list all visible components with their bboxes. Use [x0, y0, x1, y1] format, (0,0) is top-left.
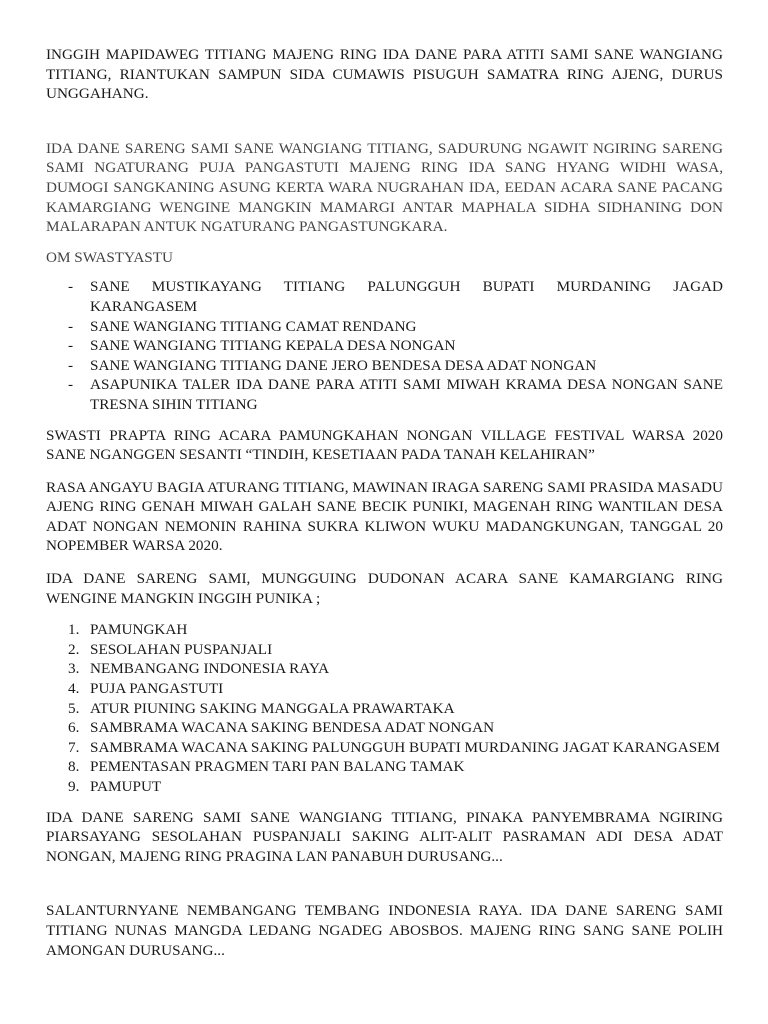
agenda-item-text: PEMENTASAN PRAGMEN TARI PAN BALANG TAMAK — [90, 758, 465, 776]
agenda-item — [46, 679, 723, 699]
list-item-text: SANE WANGIANG TITIANG KEPALA DESA NONGAN — [90, 337, 456, 355]
agenda-item-text: SESOLAHAN PUSPANJALI — [90, 640, 273, 658]
agenda-item-text: PAMUNGKAH — [90, 621, 188, 639]
agenda-item — [46, 659, 723, 679]
paragraph-gratitude: RASA ANGAYU BAGIA ATURANG TITIANG, MAWINAN IRAGA SARENG SAMI PRASIDA MASADU AJENG RING GENAH MIWAH GALAH SANE BECIK PUNIKI, MAGENAH RING WANTILAN DESA ADAT NONGAN NEMONIN RAHINA SUKRA KLIWON WUKU MADANGKUNGAN, TANGGAL 20 NOPEMBER WARSA 2020. — [46, 478, 723, 555]
dash-marker: - — [68, 337, 74, 355]
paragraph-welcome-festival: SWASTI PRAPTA RING ACARA PAMUNGKAHAN NONGAN VILLAGE FESTIVAL WARSA 2020 SANE NGANGGEN SESANTI “TINDIH, KESETIAAN PADA TANAH KELAHIRAN” — [46, 426, 723, 464]
agenda-item-text: SAMBRAMA WACANA SAKING BENDESA ADAT NONGAN — [90, 719, 495, 737]
list-item — [46, 277, 723, 316]
agenda-item-text: PAMUPUT — [90, 778, 162, 795]
agenda-number: 7. — [68, 738, 80, 756]
paragraph-opening: INGGIH MAPIDAWEG TITIANG MAJENG RING IDA DANE PARA ATITI SAMI SANE WANGIANG TITIANG, RIANTUKAN SAMPUN SIDA CUMAWIS PISUGUH SAMATRA RING AJENG, DURUS UNGGAHANG. — [46, 46, 723, 103]
agenda-item — [46, 699, 723, 719]
agenda-number: 1. — [68, 621, 80, 639]
list-item-text: SANE MUSTIKAYANG TITIANG PALUNGGUH BUPATI MURDANING JAGAD KARANGASEM — [90, 278, 723, 315]
dash-marker: - — [68, 317, 74, 335]
paragraph-puspanjali: IDA DANE SARENG SAMI SANE WANGIANG TITIANG, PINAKA PANYEMBRAMA NGIRING PIARSAYANG SESOLAHAN PUSPANJALI SAKING ALIT-ALIT PASRAMAN ADI DESA ADAT NONGAN, MAJENG RING PRAGINA LAN PANABUH DURUSANG... — [46, 808, 723, 865]
agenda-item — [46, 718, 723, 738]
agenda-item — [46, 777, 723, 797]
agenda-item — [46, 757, 723, 777]
agenda-item-text: NEMBANGANG INDONESIA RAYA — [90, 660, 330, 678]
agenda-item — [46, 620, 723, 640]
agenda-number: 9. — [68, 778, 80, 795]
agenda-number: 2. — [68, 640, 80, 658]
agenda-number: 8. — [68, 758, 80, 776]
list-item — [46, 336, 723, 356]
agenda-item-text: SAMBRAMA WACANA SAKING PALUNGGUH BUPATI MURDANING JAGAT KARANGASEM — [90, 738, 720, 756]
agenda-number: 6. — [68, 719, 80, 737]
list-item — [46, 375, 723, 414]
agenda-number: 5. — [68, 699, 80, 717]
paragraph-invitation-prayer: IDA DANE SARENG SAMI SANE WANGIANG TITIANG, SADURUNG NGAWIT NGIRING SARENG SAMI NGATURANG PUJA PANGASTUTI MAJENG RING IDA SANG HYANG WIDHI WASA, DUMOGI SANGKANING ASUNG KERTA WARA NUGRAHAN IDA, EEDAN ACARA SANE PACANG KAMARGIANG WENGINE MANGKIN MAMARGI ANTAR MAPHALA SIDHA SIDHANING DON MALARAPAN ANTUK NGATURANG PANGASTUNGKARA. — [46, 139, 723, 236]
agenda-item-text: ATUR PIUNING SAKING MANGGALA PRAWARTAKA — [90, 699, 455, 717]
agenda-item — [46, 640, 723, 660]
agenda-number: 3. — [68, 660, 80, 678]
agenda-number: 4. — [68, 680, 80, 698]
paragraph-agenda-intro: IDA DANE SARENG SAMI, MUNGGUING DUDONAN ACARA SANE KAMARGIANG RING WENGINE MANGKIN INGGIH PUNIKA ; — [46, 570, 723, 607]
dash-marker: - — [68, 356, 74, 374]
document-page — [46, 45, 723, 960]
agenda-item-text: PUJA PANGASTUTI — [90, 680, 224, 698]
agenda-item — [46, 738, 723, 758]
dash-marker: - — [68, 376, 74, 394]
paragraph-greeting-om: OM SWASTYASTU — [46, 248, 173, 266]
list-item — [46, 356, 723, 376]
greetings-list — [46, 277, 723, 414]
list-item-text: ASAPUNIKA TALER IDA DANE PARA ATITI SAMI MIWAH KRAMA DESA NONGAN SANE TRESNA SIHIN TITIANG — [90, 376, 723, 413]
agenda-list — [46, 620, 723, 796]
dash-marker: - — [68, 278, 74, 296]
paragraph-indonesia-raya: SALANTURNYANE NEMBANGANG TEMBANG INDONESIA RAYA. IDA DANE SARENG SAMI TITIANG NUNAS MANGDA LEDANG NGADEG ABOSBOS. MAJENG RING SANG SANE POLIH AMONGAN DURUSANG... — [46, 902, 723, 959]
list-item — [46, 317, 723, 337]
list-item-text: SANE WANGIANG TITIANG CAMAT RENDANG — [90, 317, 417, 335]
list-item-text: SANE WANGIANG TITIANG DANE JERO BENDESA DESA ADAT NONGAN — [90, 356, 597, 374]
